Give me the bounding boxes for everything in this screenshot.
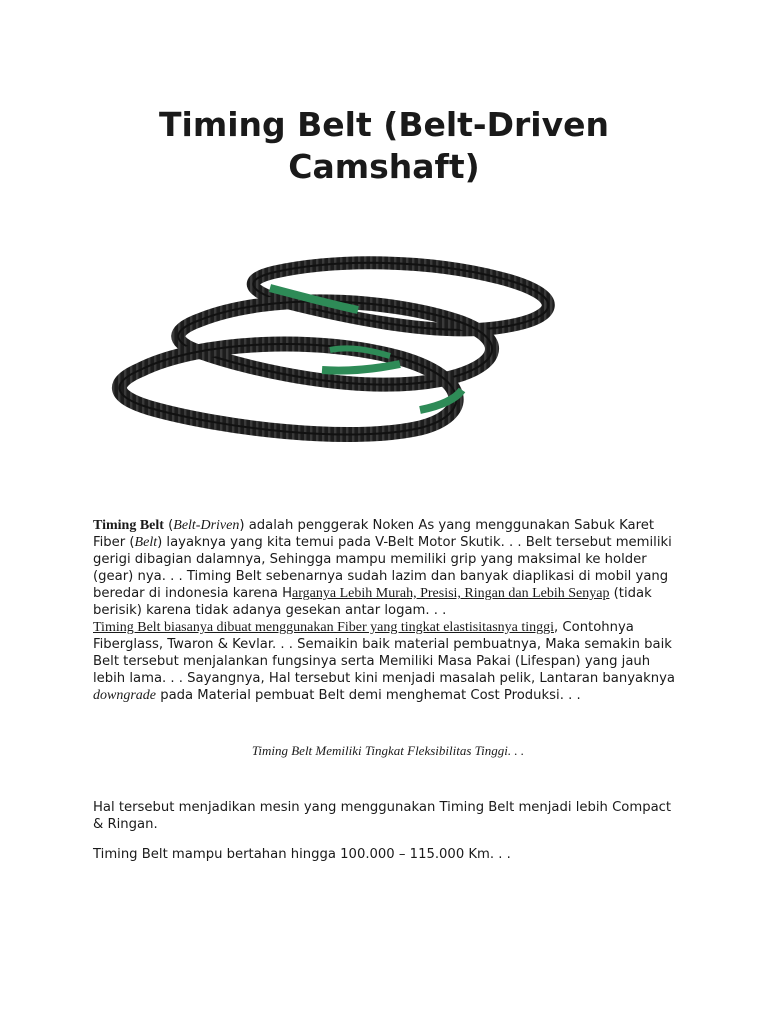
timing-belt-photo bbox=[100, 250, 570, 460]
term-downgrade: downgrade bbox=[93, 688, 156, 703]
term-timing-belt: Timing Belt bbox=[93, 518, 164, 533]
paragraph-1 bbox=[93, 517, 683, 704]
term-belt-driven: Belt-Driven bbox=[173, 518, 240, 533]
p2-text-b: pada Material pembuat Belt demi menghemat Cost Produksi. . . bbox=[156, 688, 581, 703]
p1-text-d: (tidak berisik) karena tidak adanya gesekan antar logam. . . bbox=[93, 586, 652, 618]
p1-underlined-text: arganya Lebih Murah, Presisi, Ringan dan Lebih Senyap bbox=[292, 586, 610, 601]
italic-quote: Timing Belt Memiliki Tingkat Fleksibilitas Tinggi. . . bbox=[251, 743, 525, 758]
p1-text-b: ) adalah penggerak Noken As yang menggunakan Sabuk Karet Fiber ( bbox=[93, 518, 655, 550]
p2-underlined-text: Timing Belt biasanya dibuat menggunakan Fiber yang tingkat elastisitasnya tinggi bbox=[93, 620, 555, 635]
term-belt: Belt bbox=[134, 535, 158, 550]
belt-illustration bbox=[100, 250, 570, 460]
p1-text-a: ( bbox=[163, 518, 174, 533]
belt-band-middle bbox=[322, 364, 400, 371]
title-line-1: Timing Belt (Belt-Driven bbox=[159, 105, 609, 144]
title-line-2: Camshaft) bbox=[288, 147, 480, 186]
paragraph-4: Timing Belt mampu bertahan hingga 100.000 – 115.000 Km. . . bbox=[93, 847, 511, 862]
p2-text-a: , Contohnya Fiberglass, Twaron & Kevlar. . . Semaikin baik material pembuatnya, Maka semakin baik Belt tersebut menjalankan fungsinya serta Memiliki Masa Pakai (Lifespan) yang jauh lebih lama. . . Sayangnya, Hal tersebut kini menjadi masalah pelik, Lantaran banyaknya bbox=[93, 620, 675, 686]
paragraph-3: Hal tersebut menjadikan mesin yang menggunakan Timing Belt menjadi lebih Compact & Ringan. bbox=[93, 800, 672, 832]
p1-text-c: ) layaknya yang kita temui pada V-Belt Motor Skutik. . . Belt tersebut memiliki gerigi dibagian dalamnya, Sehingga mampu memiliki grip yang maksimal ke holder (gear) nya. . . Timing Belt sebenarnya sudah lazim dan banyak diaplikasi di mobil yang beredar di indonesia karena H bbox=[93, 535, 672, 601]
page-title bbox=[120, 104, 648, 188]
